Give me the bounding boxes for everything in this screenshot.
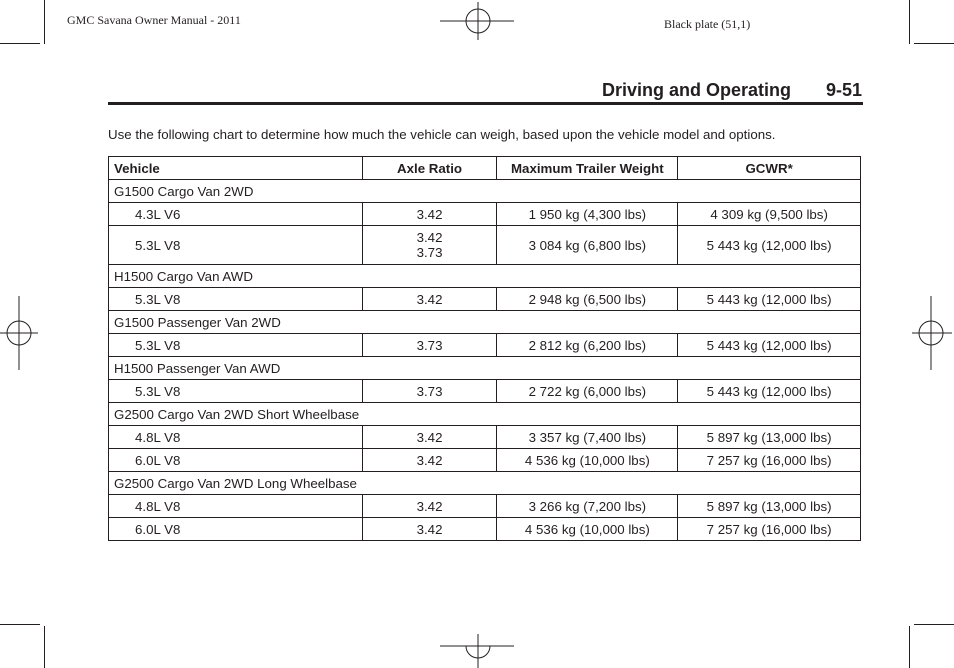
table-row: [109, 518, 861, 541]
axle-ratio-value: 3.73: [416, 245, 443, 260]
gcwr-cell: 5 443 kg (12,000 lbs): [678, 380, 861, 403]
gcwr-cell: 5 443 kg (12,000 lbs): [678, 288, 861, 311]
crop-mark: [44, 0, 45, 44]
crop-mark: [0, 624, 40, 625]
group-label: G1500 Cargo Van 2WD: [109, 180, 861, 203]
section-title: Driving and Operating: [602, 80, 792, 100]
table-group-row: [109, 311, 861, 334]
axle-ratio-value: 3.42: [416, 230, 443, 245]
gcwr-cell: 7 257 kg (16,000 lbs): [678, 518, 861, 541]
axle-ratio-cell: 3.42: [362, 495, 497, 518]
group-label: G2500 Cargo Van 2WD Short Wheelbase: [109, 403, 861, 426]
engine-cell: 5.3L V8: [109, 226, 363, 265]
crop-mark: [914, 624, 954, 625]
axle-ratio-cell: 3.73: [362, 380, 497, 403]
axle-ratio-cell: 3.42: [362, 449, 497, 472]
table-row: [109, 495, 861, 518]
axle-ratio-cell: 3.42: [362, 518, 497, 541]
gcwr-cell: 5 897 kg (13,000 lbs): [678, 495, 861, 518]
table-group-row: [109, 403, 861, 426]
engine-cell: 5.3L V8: [109, 334, 363, 357]
table-header-row: [109, 157, 861, 180]
crop-mark: [914, 43, 954, 44]
table-group-row: [109, 472, 861, 495]
table-row: [109, 288, 861, 311]
column-header: Maximum Trailer Weight: [497, 157, 678, 180]
group-label: G2500 Cargo Van 2WD Long Wheelbase: [109, 472, 861, 495]
group-label: G1500 Passenger Van 2WD: [109, 311, 861, 334]
trailer-weight-cell: 4 536 kg (10,000 lbs): [497, 518, 678, 541]
table-row: [109, 449, 861, 472]
crop-mark: [44, 626, 45, 668]
table-group-row: [109, 265, 861, 288]
table-row: [109, 334, 861, 357]
trailer-weight-cell: 1 950 kg (4,300 lbs): [497, 203, 678, 226]
engine-cell: 6.0L V8: [109, 518, 363, 541]
engine-cell: 4.8L V8: [109, 426, 363, 449]
trailer-weight-cell: 4 536 kg (10,000 lbs): [497, 449, 678, 472]
engine-cell: 5.3L V8: [109, 380, 363, 403]
axle-ratio-cell: 3.73: [362, 334, 497, 357]
engine-cell: 6.0L V8: [109, 449, 363, 472]
crop-mark: [909, 626, 910, 668]
table-row: [109, 426, 861, 449]
engine-cell: 4.3L V6: [109, 203, 363, 226]
trailer-weight-cell: 3 266 kg (7,200 lbs): [497, 495, 678, 518]
axle-ratio-cell: [362, 226, 497, 265]
axle-ratio-cell: 3.42: [362, 203, 497, 226]
page-number: 9-51: [826, 80, 863, 100]
axle-ratio-cell: 3.42: [362, 426, 497, 449]
plate-label-right: Black plate (51,1): [664, 17, 751, 31]
column-header: Axle Ratio: [362, 157, 497, 180]
table-row: [109, 203, 861, 226]
gcwr-cell: 5 443 kg (12,000 lbs): [678, 226, 861, 265]
column-header: Vehicle: [109, 157, 363, 180]
group-label: H1500 Cargo Van AWD: [109, 265, 861, 288]
trailer-weight-cell: 3 084 kg (6,800 lbs): [497, 226, 678, 265]
header-rule: [108, 102, 863, 105]
trailer-weight-cell: 2 722 kg (6,000 lbs): [497, 380, 678, 403]
engine-cell: 5.3L V8: [109, 288, 363, 311]
crop-mark: [0, 43, 40, 44]
table-group-row: [109, 357, 861, 380]
table-row: [109, 380, 861, 403]
gcwr-cell: 7 257 kg (16,000 lbs): [678, 449, 861, 472]
plate-label-left: GMC Savana Owner Manual - 2011: [67, 13, 241, 27]
trailer-weight-table: [108, 156, 861, 541]
group-label: H1500 Passenger Van AWD: [109, 357, 861, 380]
column-header: GCWR*: [678, 157, 861, 180]
engine-cell: 4.8L V8: [109, 495, 363, 518]
table-group-row: [109, 180, 861, 203]
registration-mark-icon: [440, 632, 516, 668]
registration-mark-icon: [912, 296, 954, 372]
trailer-weight-cell: 3 357 kg (7,400 lbs): [497, 426, 678, 449]
crop-mark: [909, 0, 910, 44]
gcwr-cell: 5 443 kg (12,000 lbs): [678, 334, 861, 357]
trailer-weight-cell: 2 948 kg (6,500 lbs): [497, 288, 678, 311]
gcwr-cell: 4 309 kg (9,500 lbs): [678, 203, 861, 226]
registration-mark-icon: [440, 2, 516, 42]
gcwr-cell: 5 897 kg (13,000 lbs): [678, 426, 861, 449]
registration-mark-icon: [0, 296, 40, 372]
trailer-weight-cell: 2 812 kg (6,200 lbs): [497, 334, 678, 357]
intro-paragraph: Use the following chart to determine how much the vehicle can weigh, based upon the vehicle model and options.: [108, 127, 776, 142]
table-row: [109, 226, 861, 265]
axle-ratio-cell: 3.42: [362, 288, 497, 311]
